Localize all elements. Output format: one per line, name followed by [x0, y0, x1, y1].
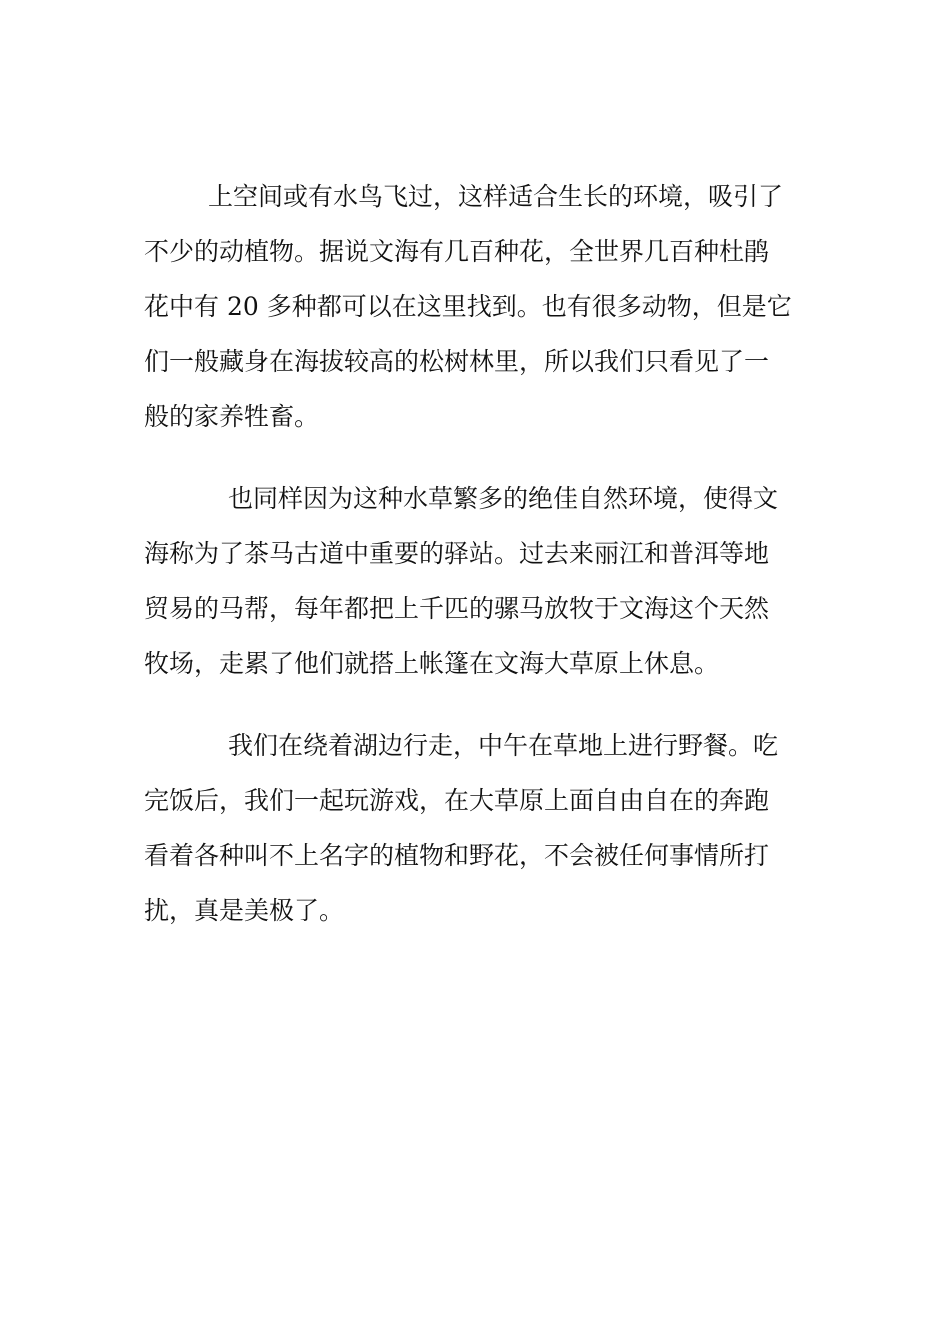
paragraph-1: [144, 169, 808, 444]
paragraph-2: [144, 471, 808, 691]
paragraph-line: 看着各种叫不上名字的植物和野花，不会被任何事情所打: [144, 841, 770, 870]
paragraph-line: 完饭后，我们一起玩游戏，在大草原上面自由自在的奔跑: [144, 786, 770, 815]
paragraph-line: 不少的动植物。据说文海有几百种花，全世界几百种杜鹃: [144, 237, 770, 266]
paragraph-line: 扰，真是美极了。: [144, 896, 345, 925]
paragraph-line: 们一般藏身在海拔较高的松树林里，所以我们只看见了一: [144, 347, 770, 376]
paragraph-line: 花中有 20 多种都可以在这里找到。也有很多动物，但是它: [144, 292, 792, 321]
paragraph-line: 也同样因为这种水草繁多的绝佳自然环境，使得文: [228, 484, 779, 513]
paragraph-line: 上空间或有水鸟飞过，这样适合生长的环境，吸引了: [208, 182, 784, 211]
paragraph-line: 海称为了茶马古道中重要的驿站。过去来丽江和普洱等地: [144, 539, 770, 568]
paragraph-3: [144, 718, 808, 938]
paragraph-line: 般的家养牲畜。: [144, 402, 320, 431]
paragraph-line: 贸易的马帮，每年都把上千匹的骡马放牧于文海这个天然: [144, 594, 770, 623]
paragraph-line: 牧场，走累了他们就搭上帐篷在文海大草原上休息。: [144, 649, 720, 678]
paragraph-line: 我们在绕着湖边行走，中午在草地上进行野餐。吃: [228, 731, 779, 760]
